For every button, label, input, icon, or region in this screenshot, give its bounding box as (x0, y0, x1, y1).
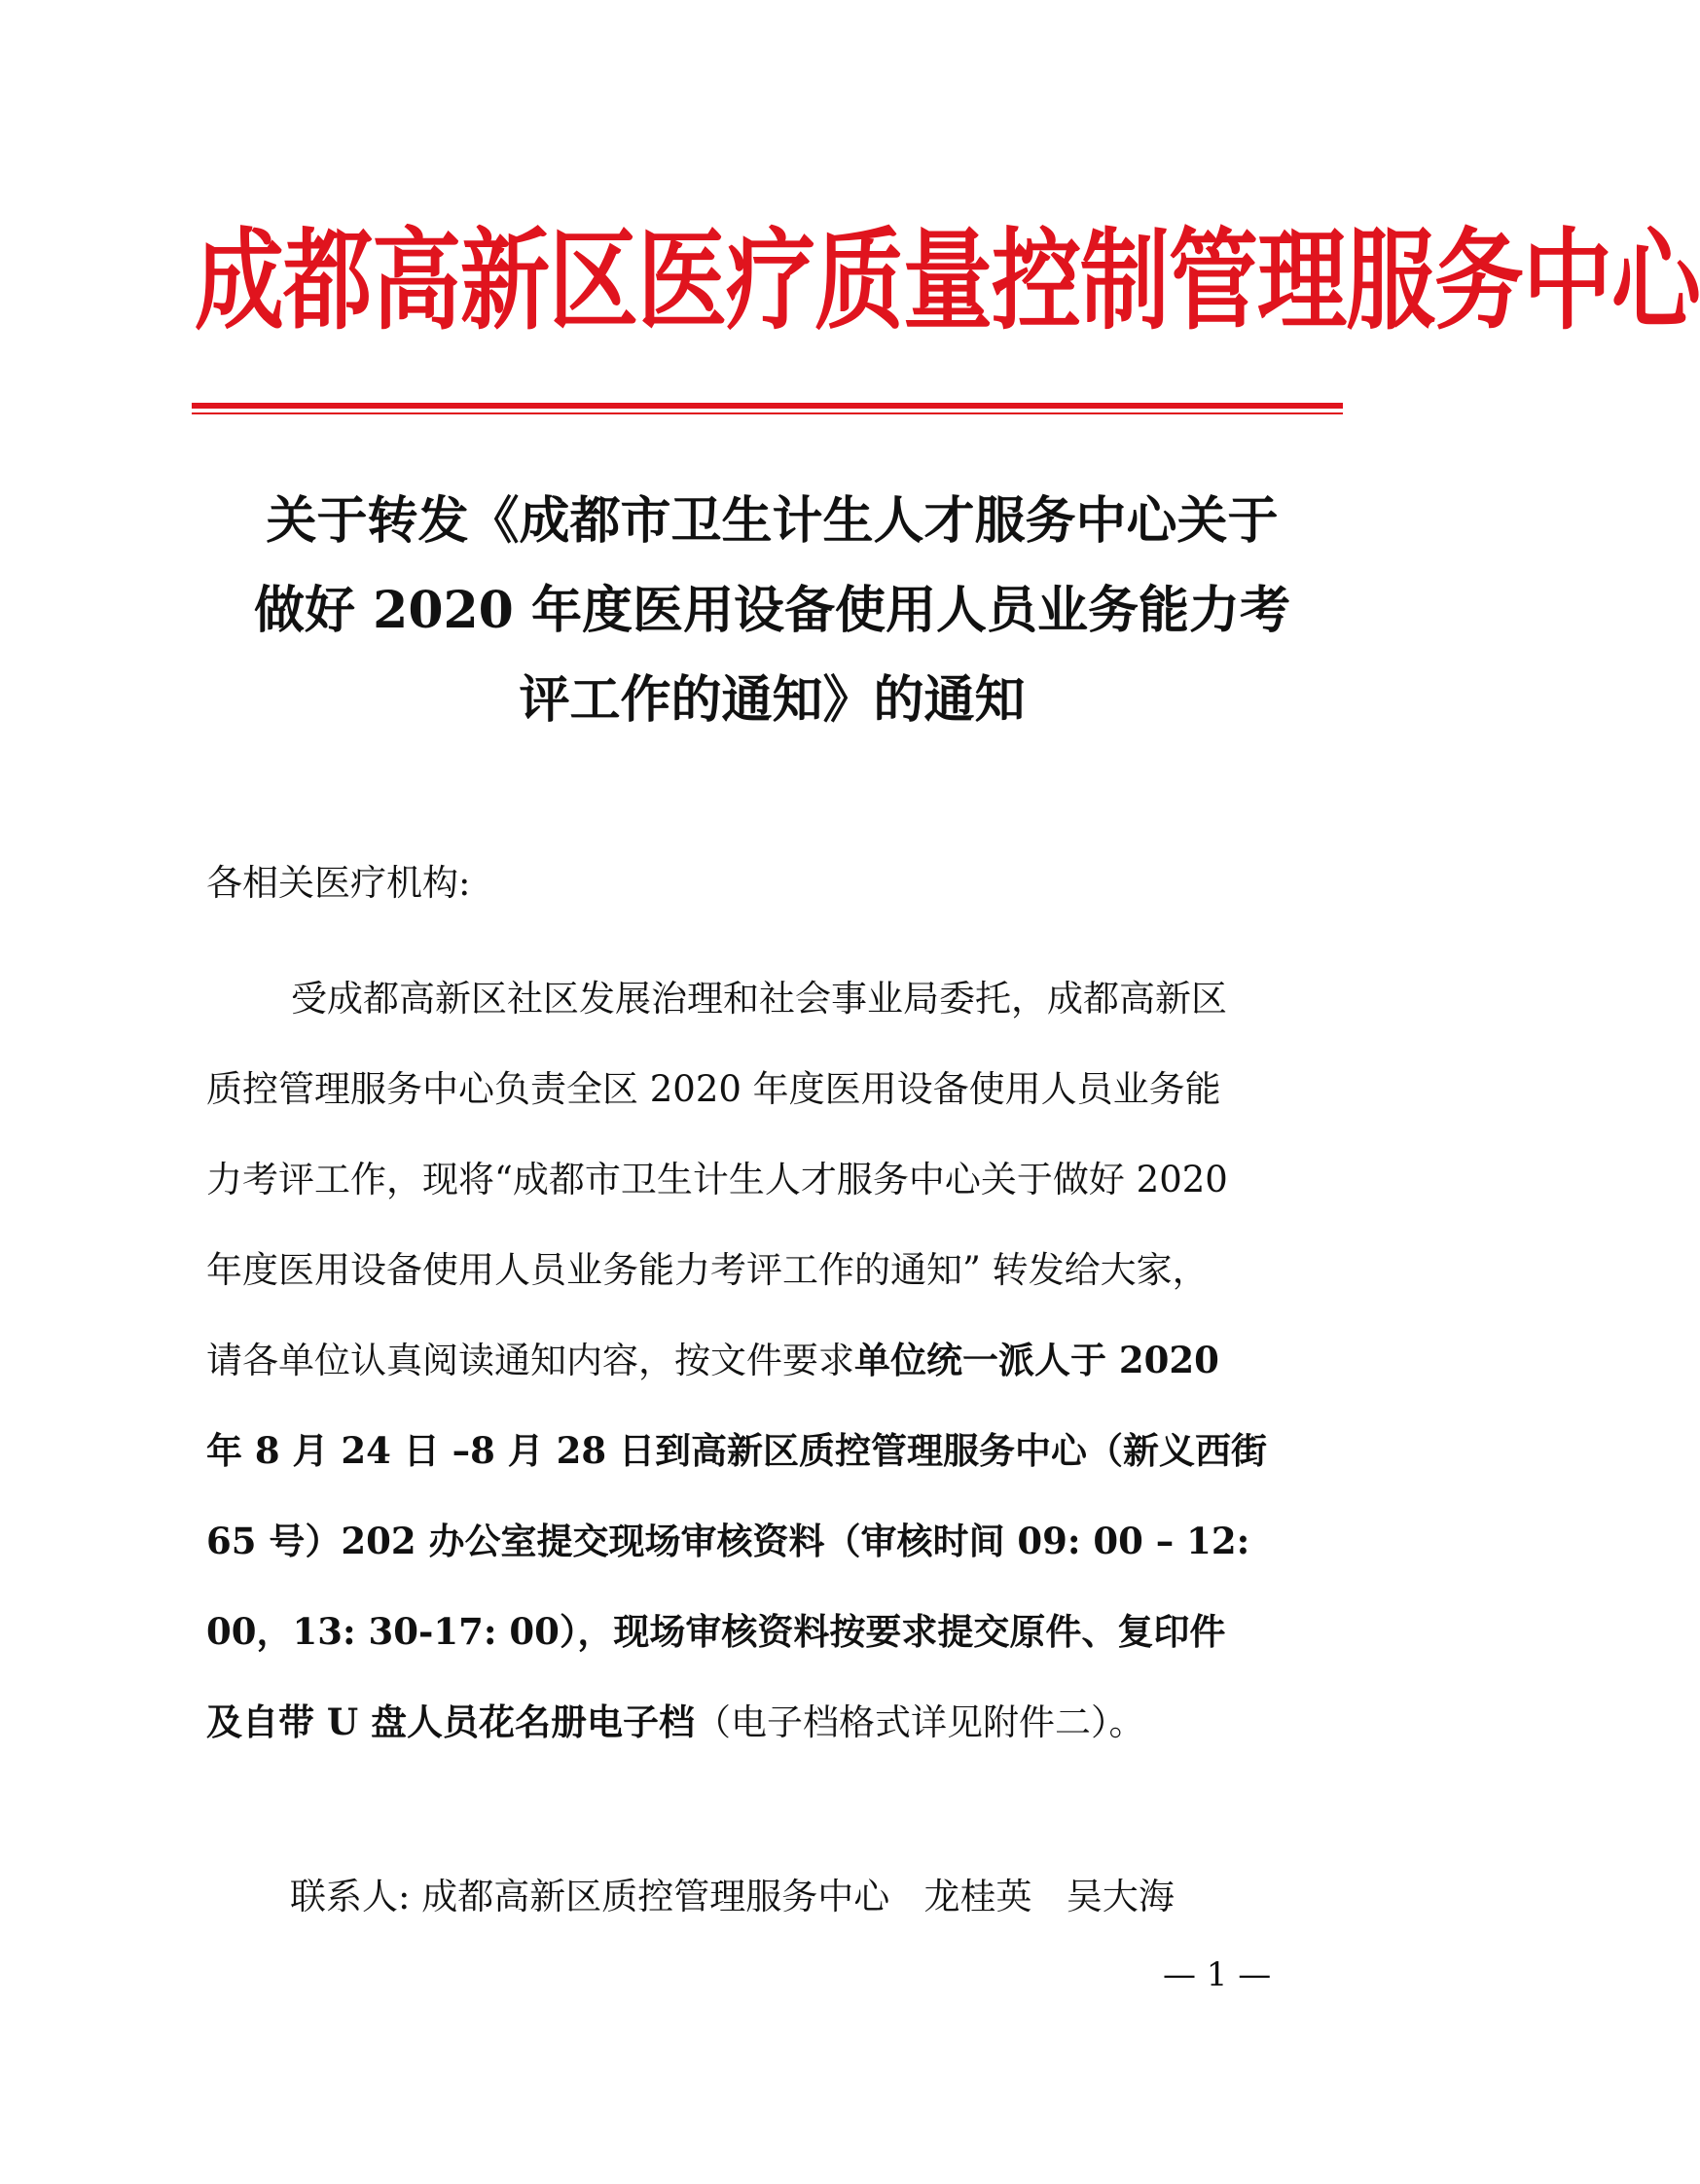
masthead-rule-thin (192, 412, 1343, 414)
body-paragraph (206, 953, 1364, 1768)
contact-line (290, 1868, 1175, 1926)
body-line-5 (206, 1315, 1364, 1406)
body-line-5-normal: 请各单位认真阅读通知内容，按文件要求 (206, 1340, 854, 1381)
masthead-rule-thick (192, 403, 1343, 409)
body-line-1: 受成都高新区社区发展治理和社会事业局委托，成都高新区 (291, 978, 1227, 1020)
body-line-9-normal: （电子档格式详见附件二）。 (695, 1701, 1145, 1743)
body-line-2: 质控管理服务中心负责全区 2020 年度医用设备使用人员业务能 (206, 1068, 1221, 1110)
contact-person-2: 吴大海 (1066, 1876, 1175, 1917)
contact-person-1: 龙桂英 (923, 1876, 1032, 1917)
body-line-7: 65 号）202 办公室提交现场审核资料（审核时间 09: 00 – 12: (206, 1520, 1250, 1562)
body-line-3: 力考评工作，现将“成都市卫生计生人才服务中心关于做好 2020 (206, 1159, 1228, 1200)
title-line-2: 做好 2020 年度医用设备使用人员业务能力考 (254, 581, 1290, 640)
title-line-1: 关于转发《成都市卫生计生人才服务中心关于 (266, 491, 1279, 551)
contact-org: 成都高新区质控管理服务中心 (421, 1876, 890, 1917)
body-line-9-bold: 及自带 U 盘人员花名册电子档 (206, 1701, 696, 1743)
body-line-9 (206, 1677, 1364, 1768)
title-line-3: 评工作的通知》的通知 (519, 670, 1026, 730)
page-number: — 1 — (1163, 1955, 1272, 1994)
document-title (195, 477, 1350, 745)
masthead-title: 成都高新区医疗质量控制管理服务中心 (195, 217, 1700, 345)
body-line-8: 00，13: 30-17: 00），现场审核资料按要求提交原件、复印件 (206, 1610, 1226, 1653)
body-line-4: 年度医用设备使用人员业务能力考评工作的通知” 转发给大家， (206, 1249, 1209, 1291)
body-line-6: 年 8 月 24 日 –8 月 28 日到高新区质控管理服务中心（新义西街 (206, 1429, 1268, 1472)
contact-label: 联系人: (290, 1876, 411, 1917)
body-line-5-bold: 单位统一派人于 2020 (854, 1339, 1219, 1381)
salutation: 各相关医疗机构: (206, 862, 471, 904)
